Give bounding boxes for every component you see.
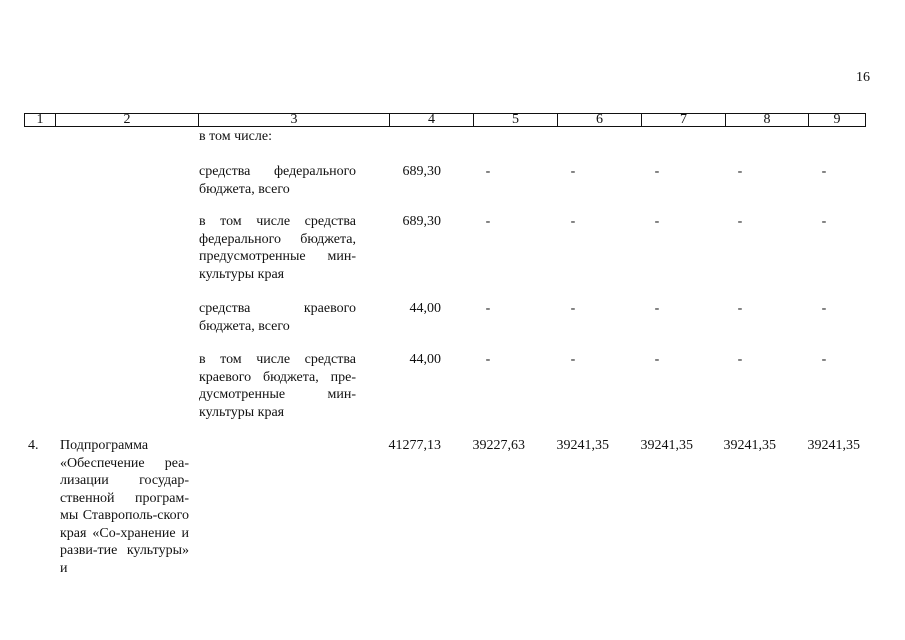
- row-4-col-7: -: [654, 352, 660, 367]
- header-cell-8: 8: [726, 114, 809, 126]
- header-cell-2: 2: [56, 114, 199, 126]
- row-1-col-9: -: [821, 164, 827, 179]
- row-4-col-8: -: [737, 352, 743, 367]
- row-4-value: 44,00: [409, 352, 441, 367]
- header-cell-4: 4: [390, 114, 474, 126]
- header-cell-3: 3: [199, 114, 390, 126]
- intro-label: в том числе:: [199, 129, 272, 144]
- row-3-value: 44,00: [409, 301, 441, 316]
- row-4-label: в том числе средства краевого бюджета, пре-дусмотренные мин-культуры края: [199, 352, 356, 420]
- row-1-col-6: -: [570, 164, 576, 179]
- row-1-value: 689,30: [402, 164, 441, 179]
- section-4-value-col-7: 39241,35: [640, 438, 693, 453]
- header-cell-5: 5: [474, 114, 558, 126]
- row-2-value: 689,30: [402, 214, 441, 229]
- row-2-col-5: -: [485, 214, 491, 229]
- section-4-value-col-8: 39241,35: [723, 438, 776, 453]
- row-4-col-6: -: [570, 352, 576, 367]
- section-4-value-col-6: 39241,35: [556, 438, 609, 453]
- row-3-col-9: -: [821, 301, 827, 316]
- row-1-col-7: -: [654, 164, 660, 179]
- header-cell-6: 6: [558, 114, 642, 126]
- header-cell-1: 1: [25, 114, 56, 126]
- row-3-col-8: -: [737, 301, 743, 316]
- row-2-col-8: -: [737, 214, 743, 229]
- section-4-value-col-5: 39227,63: [472, 438, 525, 453]
- header-cell-7: 7: [642, 114, 726, 126]
- row-1-col-5: -: [485, 164, 491, 179]
- row-3-col-5: -: [485, 301, 491, 316]
- section-4-value-col-4: 41277,13: [388, 438, 441, 453]
- table-header-row: [24, 113, 866, 127]
- row-1-label: средства федерального бюджета, всего: [199, 164, 356, 197]
- header-cell-9: 9: [833, 112, 841, 127]
- row-1-col-8: -: [737, 164, 743, 179]
- section-4-number: 4.: [28, 438, 39, 453]
- row-2-label: в том числе средства федерального бюджета, предусмотренные мин-культуры края: [199, 214, 356, 282]
- row-4-col-5: -: [485, 352, 491, 367]
- section-4-label: Подпрограмма «Обеспечение реа-лизации государ-ственной програм-мы Ставрополь-ского края «Со-хранение и разви-тие культуры» и: [60, 438, 189, 576]
- row-4-col-9: -: [821, 352, 827, 367]
- row-2-col-6: -: [570, 214, 576, 229]
- section-4-value-col-9: 39241,35: [807, 438, 860, 453]
- row-3-col-6: -: [570, 301, 576, 316]
- page-number: 16: [856, 70, 870, 85]
- row-3-col-7: -: [654, 301, 660, 316]
- row-2-col-9: -: [821, 214, 827, 229]
- row-2-col-7: -: [654, 214, 660, 229]
- row-3-label: средства краевого бюджета, всего: [199, 301, 356, 334]
